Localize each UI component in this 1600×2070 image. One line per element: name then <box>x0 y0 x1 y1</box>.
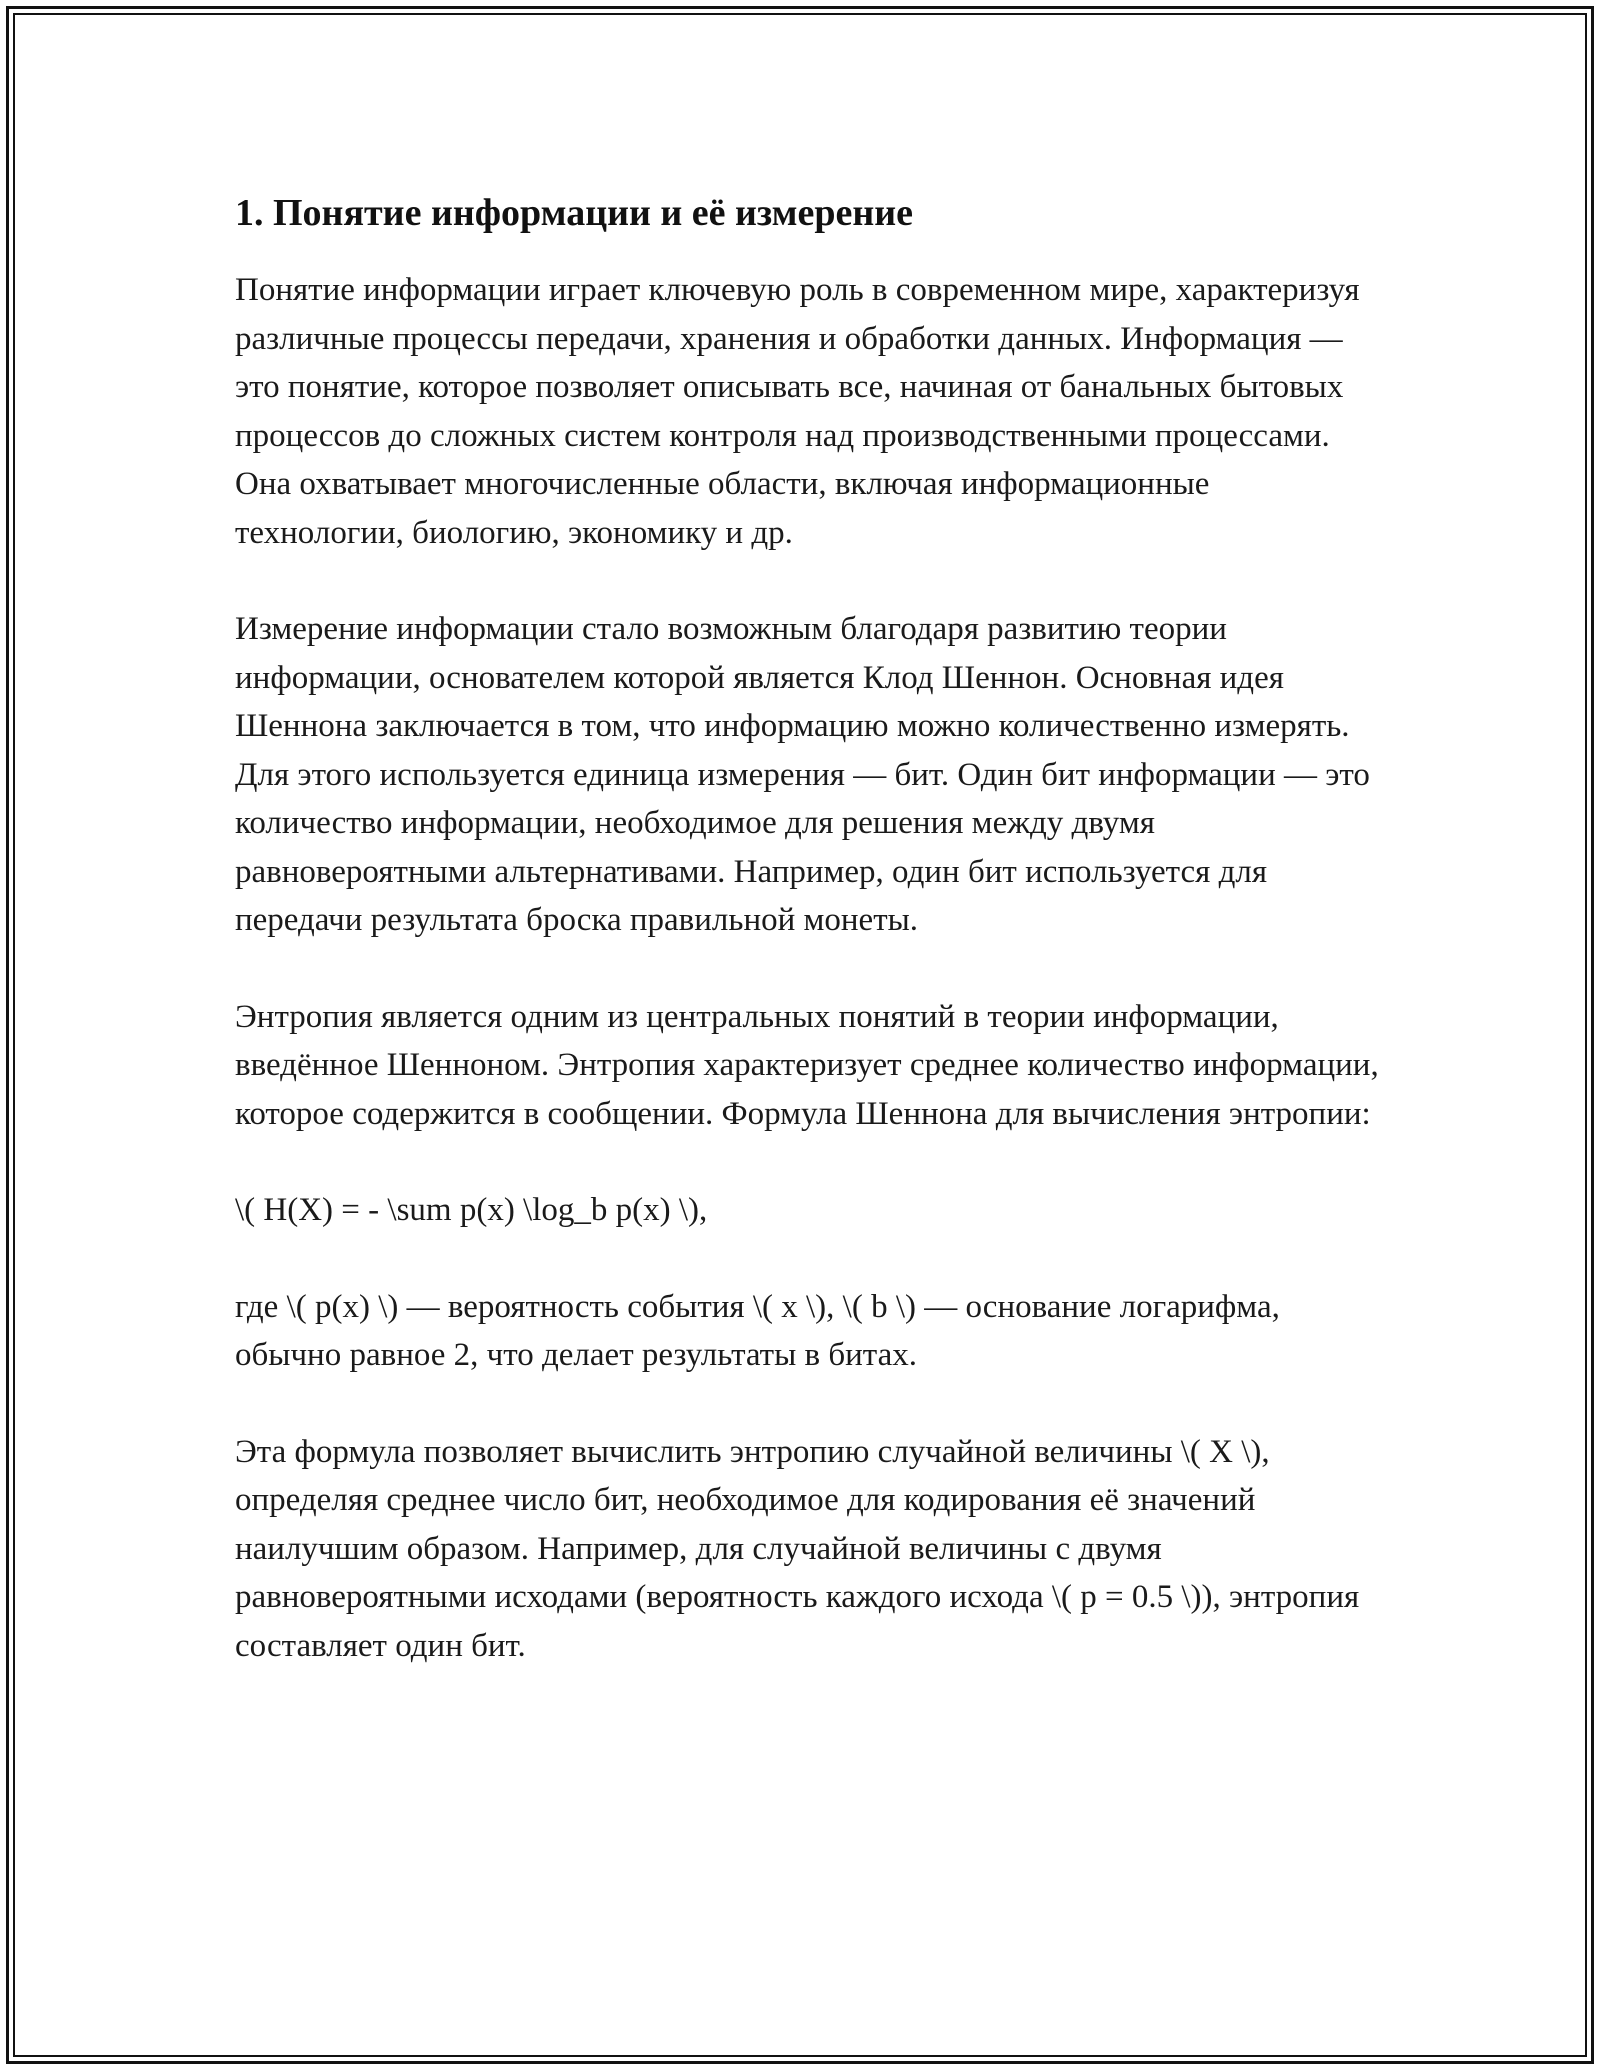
paragraph-entropy-example: Эта формула позволяет вычислить энтропию случайной величины \( X \), определяя среднее число бит, необходимое для кодирования её значений наилучшим образом. Например, для случайной величины с двумя равновероятными исходами (вероятность каждого исхода \( p = 0.5 \)), энтропия составляет один бит. <box>235 1433 1360 1664</box>
paragraph-information-measurement: Измерение информации стало возможным благодаря развитию теории информации, основателем которой является Клод Шеннон. Основная идея Шеннона заключается в том, что информацию можно количественно измерять. Для этого используется единица измерения — бит. Один бит информации — это количество информации, необходимое для решения между двумя равновероятными альтернативами. Например, один бит используется для передачи результата броска правильной монеты. <box>235 611 1370 938</box>
paragraph-formula-explanation: где \( p(x) \) — вероятность события \( x \), \( b \) — основание логарифма, обычно равное 2, что делает результаты в битах. <box>235 1288 1280 1373</box>
document-page <box>235 188 1385 1718</box>
paragraph-entropy-intro: Энтропия является одним из центральных понятий в теории информации, введённое Шенноном. Энтропия характеризует среднее количество информации, которое содержится в сообщении. Формула Шеннона для вычисления энтропии: <box>235 998 1379 1132</box>
formula-shannon-entropy: \( H(X) = - \sum p(x) \log_b p(x) \), <box>235 1192 708 1228</box>
paragraph-information-concept: Понятие информации играет ключевую роль в современном мире, характеризуя различные процессы передачи, хранения и обработки данных. Информация — это понятие, которое позволяет описывать все, начиная от банальных бытовых процессов до сложных систем контроля над производственными процессами. Она охватывает многочисленные области, включая информационные технологии, биологию, экономику и др. <box>235 272 1360 551</box>
section-heading: 1. Понятие информации и её измерение <box>235 192 914 234</box>
